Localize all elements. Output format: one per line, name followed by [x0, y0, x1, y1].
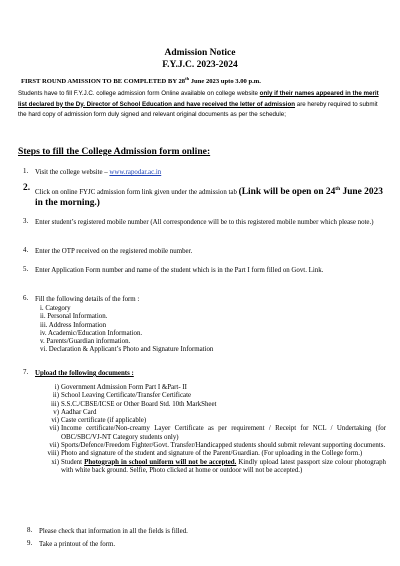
intro-text-a: Students have to fill F.Y.J.C. college admission form Online available on college website: [18, 90, 260, 97]
first-round-sup: th: [185, 76, 190, 81]
step-2-text: [35, 184, 385, 209]
document-number: vi): [51, 417, 59, 425]
step-6-item: i. Category: [40, 305, 71, 312]
document-text: Sports/Defence/Freedom Fighter/Govt. Transfer/Handicapped students should submit relevant supporting documents.: [61, 442, 386, 450]
step-9-number: 9.: [27, 540, 33, 547]
first-round-deadline: [21, 76, 261, 85]
photo-uniform-warning: Photograph in school uniform will not be accepted.: [84, 458, 237, 466]
step-6-text: Fill the following details of the form :: [35, 296, 140, 303]
document-number: xi): [51, 458, 59, 466]
step-1-text: [35, 168, 385, 177]
step-6-number: 6.: [23, 295, 29, 302]
step-2-note-b: June 2023 in the morning.): [35, 187, 383, 209]
document-number: v): [53, 408, 59, 416]
step-4-text: Enter the OTP received on the registered mobile number.: [35, 248, 193, 255]
document-number: vii): [49, 442, 59, 450]
document-item: [29, 425, 386, 442]
step-6-item: v. Parents/Guardian information.: [40, 338, 131, 346]
document-text: School Leaving Certificate/Transfer Certificate: [61, 392, 192, 400]
document-item: [29, 417, 386, 425]
notice-title: Admission Notice: [164, 48, 236, 58]
document-item: [29, 442, 386, 450]
intro-text-c: are hereby required to submit the hard copy of admission form duly signed and relevant original documents as per the schedule;: [18, 100, 378, 119]
document-number: ii): [52, 392, 59, 400]
document-text: Income certificate/Non-creamy Layer Certificate as per requirement / Receipt for NCL / Undertaking (for OBC/SBC/VJ-NT Category students only): [61, 425, 386, 441]
step-5-text: Enter Application Form number and name of the student which is in the Part I form filled on Govt. Link.: [35, 267, 324, 274]
document-text: S.S.C./CBSE/ICSE or Other Board Std. 10th MarkSheet: [61, 400, 217, 408]
step-5-number: 5.: [23, 266, 29, 273]
step-7-text: Upload the following documents :: [35, 370, 134, 377]
step-3-number: 3.: [23, 218, 29, 225]
document-item: [29, 409, 386, 417]
step-2-number: 2.: [23, 183, 31, 193]
intro-paragraph: [18, 89, 384, 121]
step-3-text: Enter student’s registered mobile number (All correspondence will be to this registered mobile number which please note.): [35, 219, 374, 226]
documents-list: [29, 384, 386, 475]
step-8-number: 8.: [27, 527, 33, 534]
step-1-number: 1.: [23, 168, 29, 175]
step-6-item: ii. Personal Information.: [40, 313, 108, 321]
steps-heading: Steps to fill the College Admission form online:: [18, 146, 211, 157]
document-number: viii): [47, 450, 59, 458]
document-item: [29, 450, 386, 458]
document-number: iii): [50, 400, 59, 408]
step-6-item: iv. Academic/Education Information.: [40, 329, 143, 337]
first-round-text-b: June 2023 upto 3.00 p.m.: [189, 78, 261, 86]
step-7-number: 7.: [23, 369, 29, 376]
document-text: Photo and signature of the student and signature of the Parent/Guardian. (For uploading in the College form.): [61, 450, 363, 458]
document-text: Government Admission Form Part I &Part- II: [61, 384, 187, 391]
photo-note-a: Student: [61, 458, 85, 466]
document-number: vii): [49, 425, 59, 433]
photo-note-c: Kindly upload latest passport size colour photograph with white back ground. Selfie, Photo clicked at home or outdoor will not be accepted.): [61, 458, 386, 474]
step-8-text: Please check that information in all the fields is filled.: [39, 528, 188, 535]
college-website-link[interactable]: www.rapodar.ac.in: [109, 169, 162, 176]
step-6-item: vi. Declaration & Applicant’s Photo and Signature Information: [40, 346, 214, 354]
document-item: [29, 392, 386, 400]
document-item-photo: [29, 459, 386, 476]
intro-text-bold: only if their names appeared in the merit list declared by the Dy. Director of School Education and have received the letter of admission: [18, 90, 379, 108]
step-1-label: Visit the college website –: [35, 169, 110, 176]
document-number: i): [54, 384, 59, 391]
step-2-note-sup: th: [335, 186, 341, 192]
document-item: [29, 384, 386, 392]
step-2-label: Click on online FYJC admission form link given under the admission tab: [35, 189, 239, 197]
document-text: Caste certificate (if applicable): [61, 417, 147, 425]
step-4-number: 4.: [23, 247, 29, 254]
step-2-note-a: (Link will be open on 24: [238, 187, 336, 198]
step-6-list: [40, 305, 213, 355]
step-9-text: Take a printout of the form.: [39, 541, 116, 548]
document-text: Aadhar Card: [61, 408, 97, 416]
first-round-text-a: FIRST ROUND AMISSION TO BE COMPLETED BY 28: [21, 78, 186, 86]
document-text: [61, 459, 386, 476]
notice-subtitle: F.Y.J.C. 2023-2024: [162, 60, 238, 70]
document-item: [29, 401, 386, 409]
step-6-item: iii. Address Information: [40, 321, 107, 329]
